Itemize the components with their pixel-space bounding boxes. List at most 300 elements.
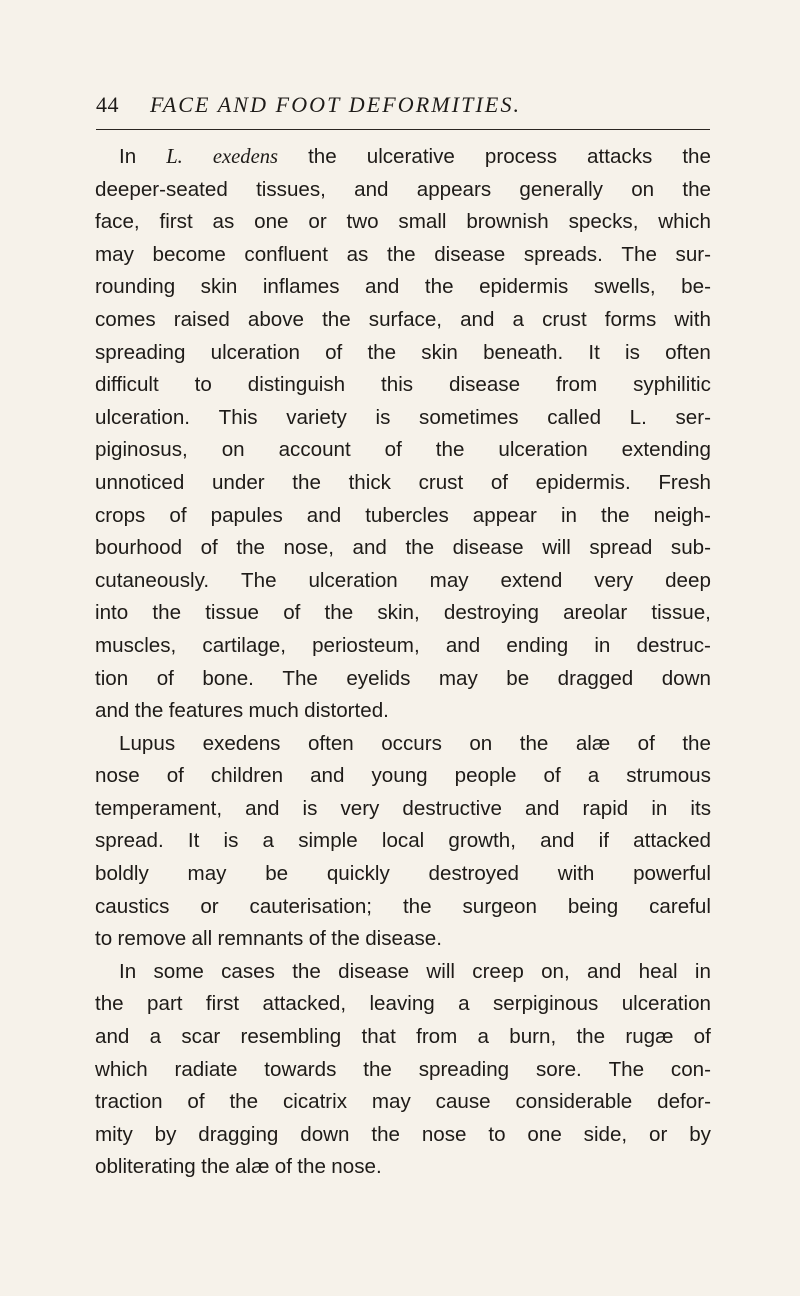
word: and	[354, 177, 389, 201]
word: nose.	[331, 1155, 382, 1179]
word: side,	[583, 1122, 628, 1146]
text-line	[95, 760, 711, 793]
word: disease	[434, 242, 506, 266]
text-line	[95, 597, 711, 630]
word: deeper-seated	[95, 177, 228, 201]
word: boldly	[95, 862, 149, 886]
word: destroyed	[428, 862, 519, 886]
word: spread	[589, 536, 653, 560]
word: sur-	[675, 242, 711, 266]
word: muscles,	[95, 633, 177, 657]
page-header	[96, 92, 710, 132]
word: the	[682, 177, 711, 201]
text-line	[95, 825, 711, 858]
word: bone.	[202, 666, 254, 690]
text-line	[95, 434, 711, 467]
word: cicatrix	[282, 1090, 348, 1114]
word: crops	[95, 503, 146, 527]
word: surface,	[368, 307, 443, 331]
text-line	[95, 858, 711, 891]
word: serpiginous	[492, 992, 599, 1016]
word: the	[134, 699, 164, 723]
word: spread.	[95, 829, 164, 853]
word: Fresh	[658, 470, 711, 494]
word: disease	[338, 959, 410, 983]
word: alæ	[235, 1155, 270, 1179]
word: and	[525, 796, 560, 820]
word: may	[429, 568, 469, 592]
word: with	[674, 307, 711, 331]
word: disease	[449, 373, 521, 397]
word: mity	[95, 1122, 133, 1146]
word: often	[307, 731, 354, 755]
word: and	[310, 764, 345, 788]
word: of	[637, 731, 655, 755]
word: the	[308, 145, 337, 168]
word: often	[665, 340, 711, 364]
word: raised	[173, 307, 230, 331]
word: careful	[649, 894, 711, 918]
word: alæ	[575, 731, 611, 755]
word: may	[95, 242, 134, 266]
word: con-	[670, 1057, 711, 1081]
word: if	[598, 829, 609, 853]
text-line	[95, 271, 711, 304]
word: of	[156, 666, 174, 690]
text-line	[95, 793, 711, 826]
word: thick	[348, 470, 391, 494]
word: powerful	[633, 862, 711, 886]
text-line	[95, 500, 711, 533]
word: small	[398, 210, 447, 234]
word: all	[191, 927, 213, 951]
text-line	[95, 923, 711, 956]
word: the	[405, 536, 435, 560]
word: unnoticed	[95, 470, 185, 494]
word: towards	[264, 1057, 337, 1081]
text-line	[95, 565, 711, 598]
word: as	[212, 210, 235, 234]
word: syphilitic	[633, 373, 711, 397]
word: In	[119, 959, 137, 983]
word: and	[95, 699, 130, 723]
word: of	[308, 927, 326, 951]
word: appear	[472, 503, 537, 527]
word: difficult	[95, 373, 159, 397]
word: under	[211, 470, 265, 494]
word: nose	[95, 764, 140, 788]
word: scar	[181, 1025, 221, 1049]
word: is	[302, 796, 318, 820]
word: in	[594, 633, 611, 657]
word: is	[375, 405, 391, 429]
word: leaving	[369, 992, 435, 1016]
word: above	[247, 307, 304, 331]
word: of	[283, 601, 301, 625]
word: nose,	[283, 536, 334, 560]
word: crust	[542, 307, 587, 331]
word: and	[365, 275, 400, 299]
paragraph	[95, 956, 711, 1184]
word: traction	[95, 1090, 163, 1114]
word: a	[149, 1025, 162, 1049]
word: from	[416, 1025, 458, 1049]
text-line	[95, 467, 711, 500]
text-line	[95, 1151, 711, 1184]
word: account	[278, 438, 351, 462]
word: is	[223, 829, 239, 853]
word: be	[265, 862, 289, 886]
word: may	[371, 1090, 411, 1114]
word: the	[201, 1155, 230, 1179]
word: crust	[418, 470, 464, 494]
word: areolar	[563, 601, 628, 625]
word: extend	[500, 568, 563, 592]
word: a	[512, 307, 524, 331]
word: people	[454, 764, 517, 788]
word: epidermis.	[535, 470, 631, 494]
word: occurs	[381, 731, 442, 755]
word: temperament,	[95, 796, 223, 820]
word: is	[625, 340, 640, 364]
word: cauterisation;	[249, 894, 373, 918]
word: extending	[621, 438, 711, 462]
word: of	[200, 536, 218, 560]
word: or	[200, 894, 219, 918]
word: beneath.	[483, 340, 564, 364]
word: burn,	[509, 1025, 557, 1049]
word: may	[438, 666, 478, 690]
word: tissues,	[256, 177, 326, 201]
word: cause	[435, 1090, 491, 1114]
text-line	[95, 141, 711, 174]
word: distorted.	[304, 699, 389, 723]
word: the	[363, 1057, 392, 1081]
word: confluent	[244, 242, 328, 266]
word: one	[527, 1122, 562, 1146]
word: This	[218, 405, 258, 429]
word: rounding	[95, 275, 176, 299]
word: that	[361, 1025, 396, 1049]
word: L.	[629, 405, 647, 429]
word: in	[694, 959, 711, 983]
word: heal	[638, 959, 678, 983]
word: in	[560, 503, 577, 527]
word: The	[282, 666, 318, 690]
word: and	[460, 307, 495, 331]
word: cartilage,	[202, 633, 286, 657]
word: and	[245, 796, 280, 820]
word: distinguish	[247, 373, 346, 397]
word: the	[435, 438, 465, 462]
text-line	[95, 988, 711, 1021]
word: ulceration	[308, 568, 398, 592]
word: of	[543, 764, 561, 788]
word: be-	[681, 275, 711, 299]
word: the	[229, 1090, 259, 1114]
word: to	[95, 927, 113, 951]
word: some	[153, 959, 204, 983]
word: and	[352, 536, 387, 560]
word: part	[147, 992, 183, 1016]
word: the	[236, 536, 265, 560]
word: ulceration	[498, 438, 588, 462]
word: this	[381, 373, 414, 397]
word: first	[205, 992, 240, 1016]
word: down	[300, 1122, 350, 1146]
word: L.	[166, 146, 183, 168]
word: ulcerative	[366, 145, 455, 168]
word: or	[308, 210, 327, 234]
word: first	[159, 210, 193, 234]
word: brownish	[466, 210, 549, 234]
word: from	[555, 373, 598, 397]
word: sub-	[670, 536, 711, 560]
word: and	[306, 503, 342, 527]
word: of	[325, 340, 343, 364]
text-line	[95, 1021, 711, 1054]
word: and	[587, 959, 622, 983]
paragraph	[95, 728, 711, 956]
word: one	[254, 210, 289, 234]
word: the	[519, 731, 549, 755]
word: the	[297, 1155, 326, 1179]
word: neigh-	[653, 503, 711, 527]
word: deep	[665, 568, 711, 592]
word: down	[661, 666, 711, 690]
text-line	[95, 1054, 711, 1087]
word: destructive	[402, 796, 502, 820]
word: caustics	[95, 894, 170, 918]
word: or	[649, 1122, 668, 1146]
word: tissue,	[651, 601, 711, 625]
word: the	[324, 601, 354, 625]
word: of	[384, 438, 402, 462]
word: local	[381, 829, 425, 853]
word: epidermis	[479, 275, 569, 299]
word: into	[95, 601, 129, 625]
word: the	[367, 340, 397, 364]
word: being	[567, 894, 619, 918]
word: variety	[286, 405, 347, 429]
text-line	[95, 1086, 711, 1119]
word: of	[166, 764, 184, 788]
text-line	[95, 369, 711, 402]
word: generally	[519, 177, 603, 201]
word: sore.	[535, 1057, 582, 1081]
word: may	[187, 862, 227, 886]
word: by	[689, 1122, 711, 1146]
text-line	[95, 891, 711, 924]
word: the	[152, 601, 182, 625]
word: attacks	[587, 145, 653, 168]
word: considerable	[515, 1090, 633, 1114]
word: on,	[541, 959, 570, 983]
word: will	[426, 959, 455, 983]
word: comes	[95, 307, 156, 331]
text-line	[95, 663, 711, 696]
text-line	[95, 174, 711, 207]
word: the	[576, 1025, 606, 1049]
word: to	[194, 373, 212, 397]
word: attacked,	[262, 992, 347, 1016]
word: rapid	[582, 796, 629, 820]
word: bourhood	[95, 536, 183, 560]
word: resembling	[240, 1025, 342, 1049]
word: exedens	[202, 731, 281, 755]
word: face,	[95, 210, 140, 234]
word: The	[241, 568, 277, 592]
word: its	[690, 796, 711, 820]
word: as	[346, 242, 369, 266]
word: sometimes	[419, 405, 519, 429]
word: It	[187, 829, 200, 853]
word: features	[168, 699, 244, 723]
word: growth,	[448, 829, 516, 853]
word: rugæ	[625, 1025, 674, 1049]
word: exedens	[212, 146, 279, 168]
text-line	[95, 206, 711, 239]
word: ulceration	[210, 340, 300, 364]
word: periosteum,	[312, 633, 420, 657]
word: disease.	[365, 927, 442, 951]
word: tubercles	[365, 503, 449, 527]
body-text	[95, 141, 711, 1184]
word: a	[587, 764, 600, 788]
word: creep	[472, 959, 524, 983]
word: skin,	[377, 601, 420, 625]
word: radiate	[174, 1057, 238, 1081]
word: disease	[452, 536, 524, 560]
word: the	[371, 1122, 400, 1146]
word: dragged	[557, 666, 634, 690]
word: of	[693, 1025, 711, 1049]
word: in	[651, 796, 668, 820]
text-line	[95, 728, 711, 761]
word: appears	[416, 177, 492, 201]
paragraph	[95, 141, 711, 728]
word: the	[424, 275, 454, 299]
word: It	[588, 340, 600, 364]
text-line	[95, 402, 711, 435]
word: spreads.	[523, 242, 603, 266]
word: with	[557, 862, 595, 886]
word: on	[631, 177, 655, 201]
word: of	[169, 503, 187, 527]
word: cases	[221, 959, 275, 983]
word: destroying	[443, 601, 539, 625]
word: the	[292, 470, 321, 494]
word: young	[371, 764, 428, 788]
word: cutaneously.	[95, 568, 210, 592]
word: of	[274, 1155, 292, 1179]
word: which	[95, 1057, 148, 1081]
word: to	[488, 1122, 506, 1146]
word: inflames	[262, 275, 340, 299]
word: children	[210, 764, 284, 788]
word: spreading	[95, 340, 186, 364]
word: skin	[421, 340, 458, 364]
word: the	[95, 992, 124, 1016]
word: simple	[298, 829, 358, 853]
text-line	[95, 304, 711, 337]
word: be	[506, 666, 530, 690]
word: ulceration	[621, 992, 711, 1016]
word: much	[248, 699, 299, 723]
word: the	[402, 894, 432, 918]
word: the	[682, 145, 711, 168]
word: will	[542, 536, 571, 560]
word: nose	[421, 1122, 467, 1146]
word: destruc-	[636, 633, 711, 657]
word: In	[119, 145, 137, 168]
word: a	[477, 1025, 489, 1049]
text-line	[95, 337, 711, 370]
text-line	[95, 630, 711, 663]
word: a	[262, 829, 275, 853]
word: specks,	[568, 210, 639, 234]
word: spreading	[418, 1057, 510, 1081]
word: attacked	[633, 829, 711, 853]
word: strumous	[626, 764, 711, 788]
word: the	[331, 927, 360, 951]
word: papules	[210, 503, 283, 527]
word: piginosus,	[95, 438, 188, 462]
word: tion	[95, 666, 129, 690]
text-line	[95, 695, 711, 728]
word: by	[154, 1122, 177, 1146]
word: ulceration.	[95, 405, 191, 429]
word: become	[152, 242, 226, 266]
word: The	[608, 1057, 645, 1081]
word: of	[187, 1090, 205, 1114]
word: forms	[604, 307, 657, 331]
word: two	[346, 210, 379, 234]
word: very	[340, 796, 380, 820]
word: and	[445, 633, 481, 657]
text-line	[95, 532, 711, 565]
word: on	[469, 731, 493, 755]
word: remnants	[217, 927, 304, 951]
text-line	[95, 239, 711, 272]
word: very	[594, 568, 634, 592]
word: quickly	[326, 862, 390, 886]
word: the	[322, 307, 351, 331]
text-line	[95, 956, 711, 989]
word: of	[490, 470, 509, 494]
word: called	[547, 405, 602, 429]
word: process	[484, 145, 558, 168]
word: a	[458, 992, 470, 1016]
word: the	[386, 242, 416, 266]
word: the	[601, 503, 630, 527]
word: The	[621, 242, 657, 266]
word: tissue	[205, 601, 260, 625]
page-number: 44	[96, 92, 119, 117]
word: obliterating	[95, 1155, 196, 1179]
word: which	[658, 210, 711, 234]
word: dragging	[198, 1122, 279, 1146]
text-line	[95, 1119, 711, 1152]
word: skin	[200, 275, 238, 299]
word: and	[95, 1025, 130, 1049]
word: and	[540, 829, 575, 853]
word: the	[682, 731, 711, 755]
word: surgeon	[462, 894, 537, 918]
header-rule	[96, 129, 710, 130]
running-title: FACE AND FOOT DEFORMITIES.	[150, 92, 522, 117]
word: remove	[117, 927, 187, 951]
